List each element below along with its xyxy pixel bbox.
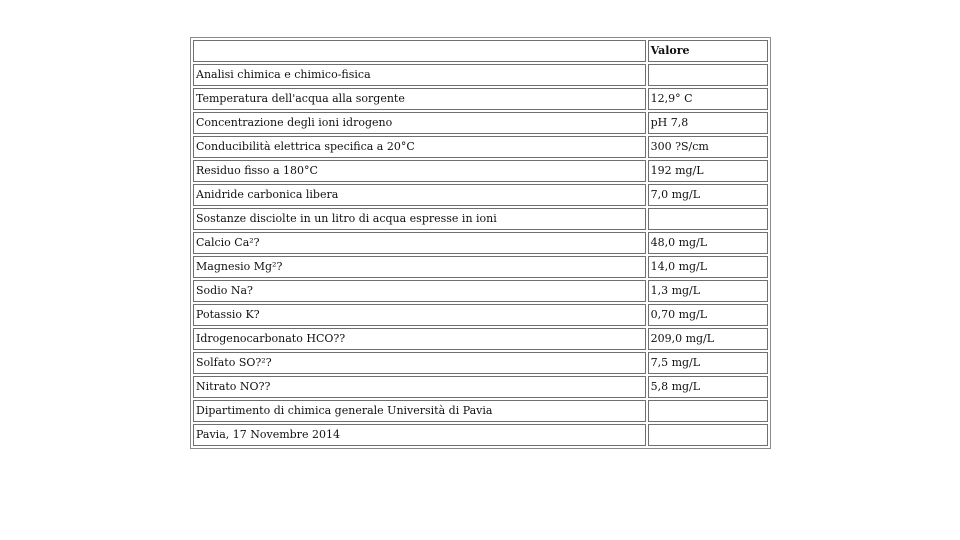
- table-row: [193, 352, 768, 374]
- parameter-cell: Temperatura dell'acqua alla sorgente: [193, 88, 646, 110]
- table-row: [193, 136, 768, 158]
- value-cell: 300 ?S/cm: [648, 136, 768, 158]
- table-row: [193, 208, 768, 230]
- value-cell: [648, 424, 768, 446]
- table-row: [193, 232, 768, 254]
- parameter-cell: Anidride carbonica libera: [193, 184, 646, 206]
- table-row: [193, 88, 768, 110]
- value-cell: 1,3 mg/L: [648, 280, 768, 302]
- value-cell: [648, 208, 768, 230]
- value-cell: 209,0 mg/L: [648, 328, 768, 350]
- table-row: [193, 376, 768, 398]
- header-value-cell: Valore: [648, 40, 768, 62]
- parameter-cell: Sodio Na?: [193, 280, 646, 302]
- table-row: [193, 160, 768, 182]
- value-cell: [648, 400, 768, 422]
- parameter-cell: Sostanze disciolte in un litro di acqua espresse in ioni: [193, 208, 646, 230]
- header-parameter-cell: [193, 40, 646, 62]
- table-header-row: [193, 40, 768, 62]
- water-analysis-table: [190, 37, 771, 449]
- value-cell: 5,8 mg/L: [648, 376, 768, 398]
- table-row: [193, 112, 768, 134]
- parameter-cell: Pavia, 17 Novembre 2014: [193, 424, 646, 446]
- parameter-cell: Analisi chimica e chimico-fisica: [193, 64, 646, 86]
- table-row: [193, 184, 768, 206]
- table-row: [193, 400, 768, 422]
- parameter-cell: Dipartimento di chimica generale Università di Pavia: [193, 400, 646, 422]
- value-cell: 12,9° C: [648, 88, 768, 110]
- parameter-cell: Nitrato NO??: [193, 376, 646, 398]
- table-row: [193, 256, 768, 278]
- value-cell: 7,5 mg/L: [648, 352, 768, 374]
- value-cell: 0,70 mg/L: [648, 304, 768, 326]
- value-cell: 192 mg/L: [648, 160, 768, 182]
- parameter-cell: Calcio Ca²?: [193, 232, 646, 254]
- value-cell: [648, 64, 768, 86]
- parameter-cell: Concentrazione degli ioni idrogeno: [193, 112, 646, 134]
- value-cell: pH 7,8: [648, 112, 768, 134]
- value-cell: 7,0 mg/L: [648, 184, 768, 206]
- value-cell: 48,0 mg/L: [648, 232, 768, 254]
- parameter-cell: Solfato SO?²?: [193, 352, 646, 374]
- table-row: [193, 64, 768, 86]
- table-row: [193, 304, 768, 326]
- parameter-cell: Conducibilità elettrica specifica a 20°C: [193, 136, 646, 158]
- table-row: [193, 280, 768, 302]
- table-row: [193, 424, 768, 446]
- parameter-cell: Magnesio Mg²?: [193, 256, 646, 278]
- parameter-cell: Residuo fisso a 180°C: [193, 160, 646, 182]
- parameter-cell: Potassio K?: [193, 304, 646, 326]
- parameter-cell: Idrogenocarbonato HCO??: [193, 328, 646, 350]
- value-cell: 14,0 mg/L: [648, 256, 768, 278]
- table-row: [193, 328, 768, 350]
